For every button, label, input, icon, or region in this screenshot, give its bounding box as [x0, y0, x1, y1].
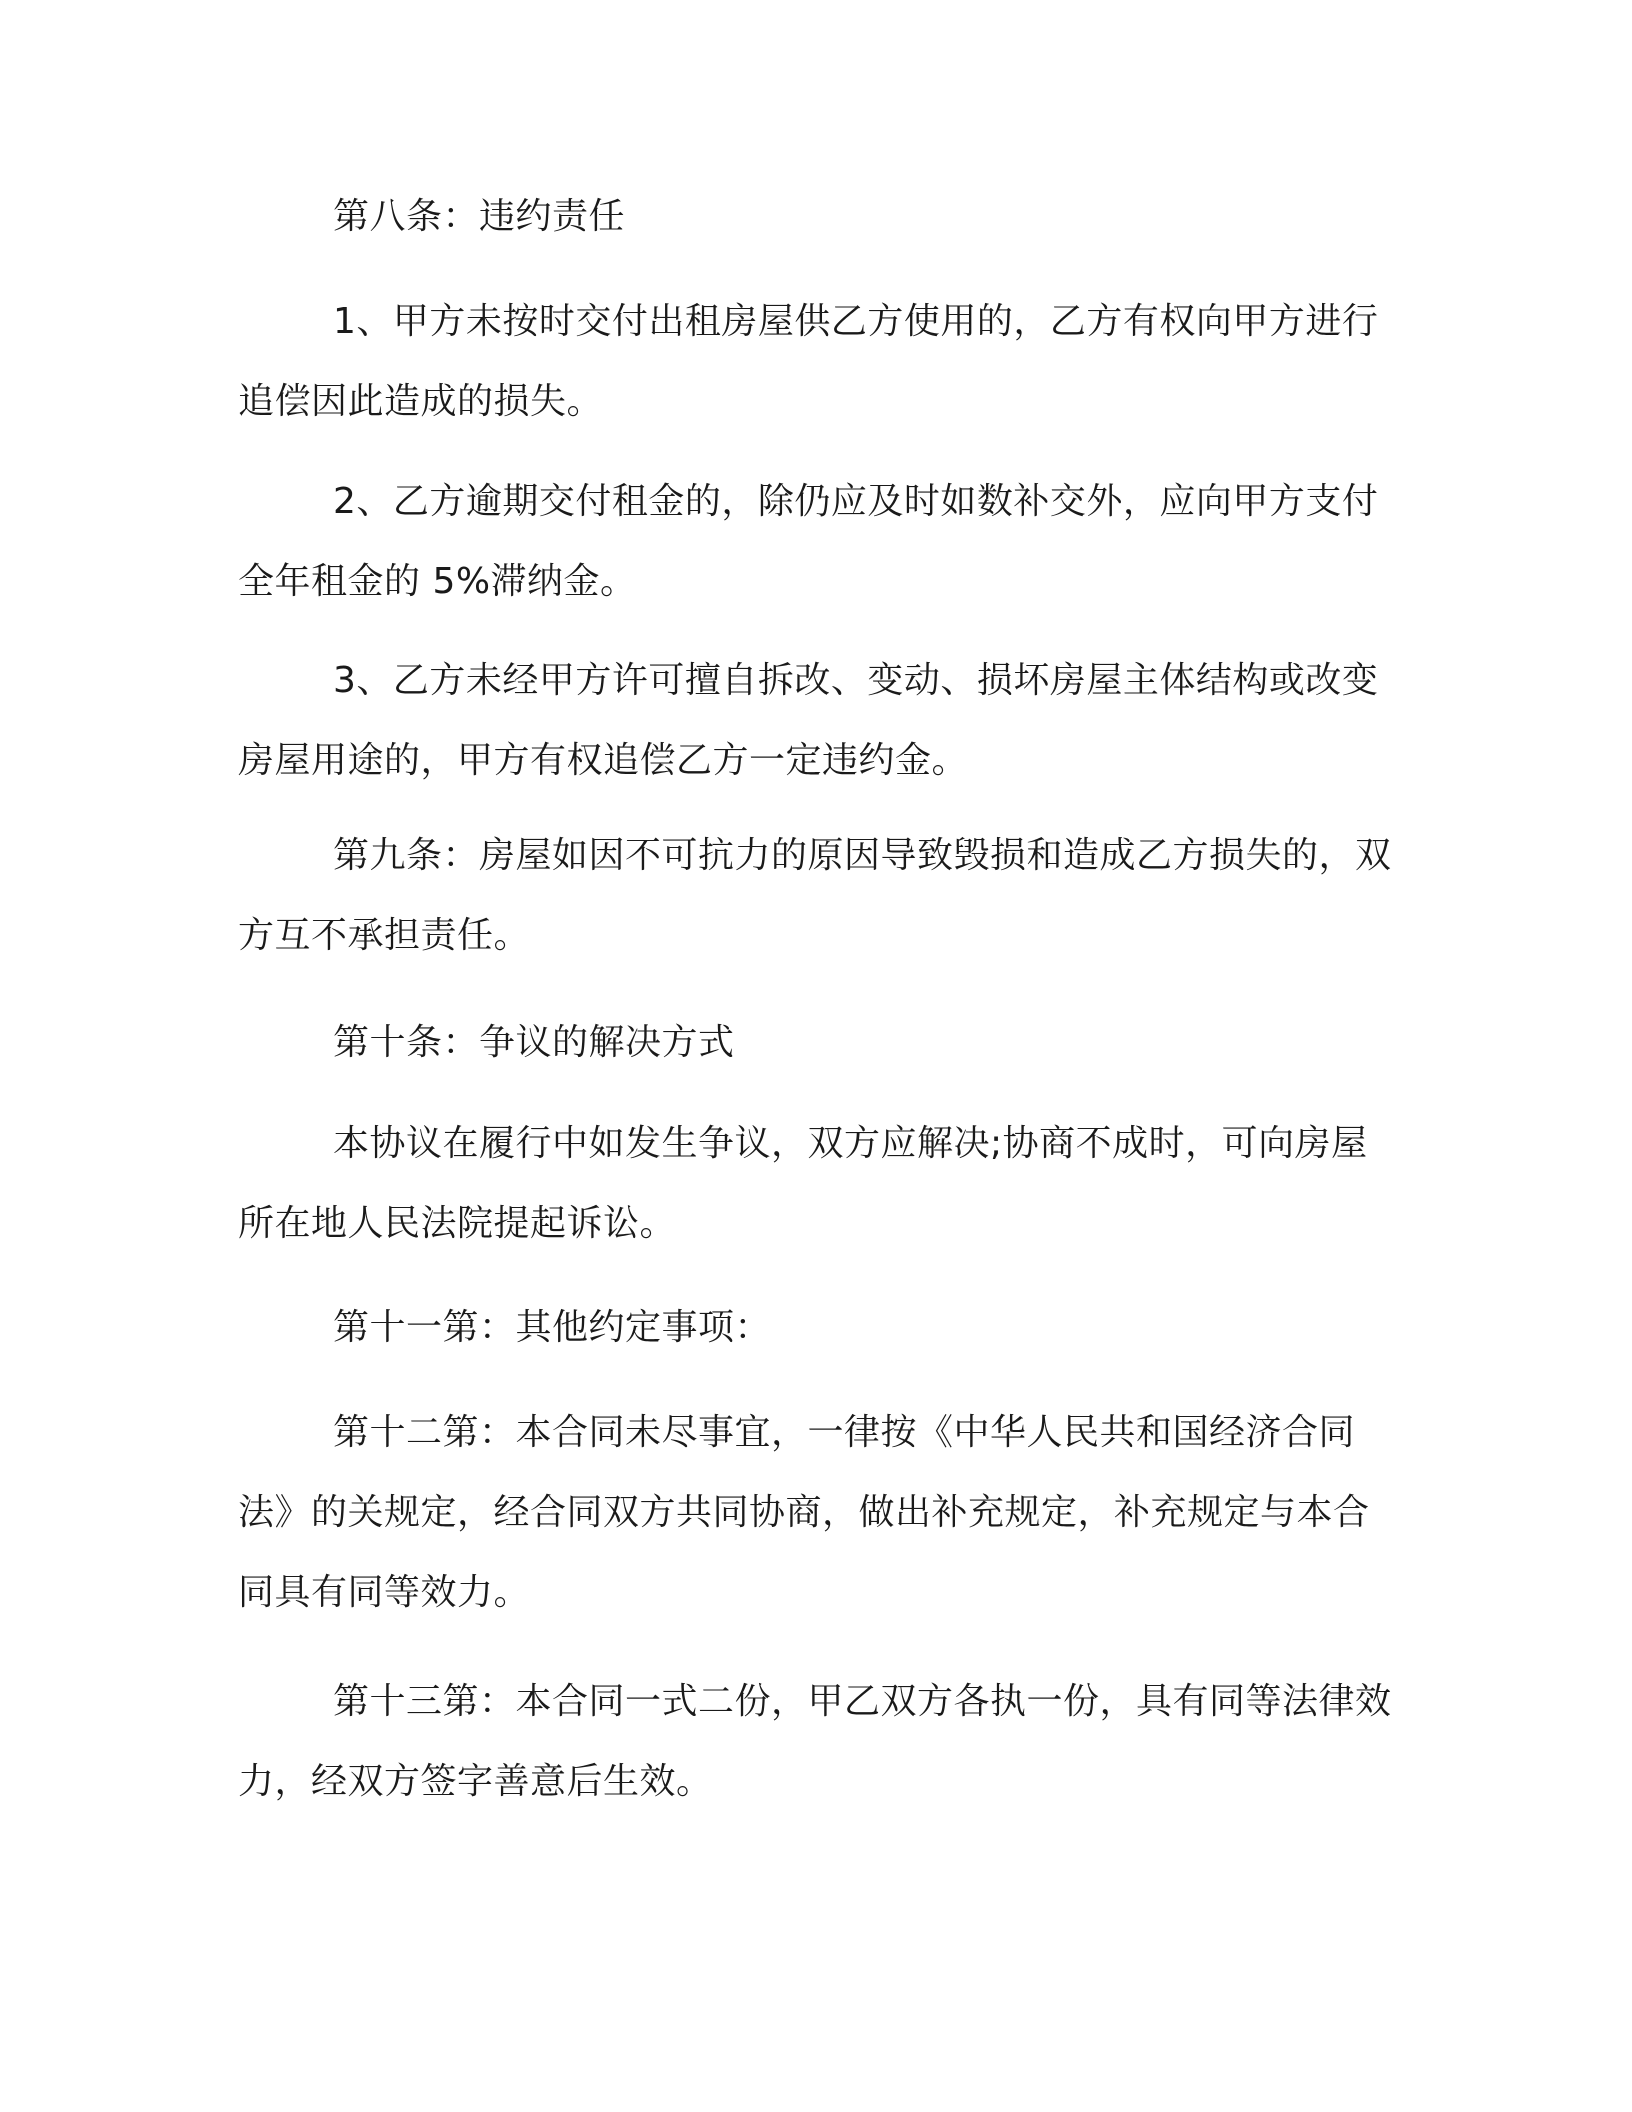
paragraph-text: 第九条：房屋如因不可抗力的原因导致毁损和造成乙方损失的，双方互不承担责任。: [238, 835, 1392, 956]
article-9: [238, 816, 1398, 976]
article-11: [238, 1288, 1398, 1368]
clause-8-3: [238, 641, 1398, 801]
article-12: [238, 1393, 1398, 1633]
paragraph-text: 本协议在履行中如发生争议，双方应解决;协商不成时，可向房屋所在地人民法院提起诉讼。: [238, 1123, 1368, 1244]
paragraph-text: 第十二第：本合同未尽事宜，一律按《中华人民共和国经济合同法》的关规定，经合同双方共同协商，做出补充规定，补充规定与本合同具有同等效力。: [238, 1412, 1370, 1613]
paragraph-text: 1、甲方未按时交付出租房屋供乙方使用的，乙方有权向甲方进行追偿因此造成的损失。: [238, 301, 1379, 422]
paragraph-text: 第十一第：其他约定事项：: [333, 1307, 772, 1348]
paragraph-text: 第八条：违约责任: [333, 196, 626, 237]
paragraph-text: 第十条：争议的解决方式: [333, 1022, 735, 1063]
clause-8-2: [238, 462, 1398, 622]
paragraph-text: 2、乙方逾期交付租金的，除仍应及时如数补交外，应向甲方支付全年租金的 5%滞纳金。: [238, 481, 1379, 602]
paragraph-text: 第十三第：本合同一式二份，甲乙双方各执一份，具有同等法律效力，经双方签字善意后生效。: [238, 1681, 1392, 1802]
article-10-body: [238, 1104, 1398, 1264]
article-13: [238, 1662, 1398, 1822]
paragraph-text: 3、乙方未经甲方许可擅自拆改、变动、损坏房屋主体结构或改变房屋用途的，甲方有权追偿乙方一定违约金。: [238, 660, 1379, 781]
article-8-heading: [238, 177, 1398, 257]
article-10-heading: [238, 1003, 1398, 1083]
clause-8-1: [238, 282, 1398, 442]
